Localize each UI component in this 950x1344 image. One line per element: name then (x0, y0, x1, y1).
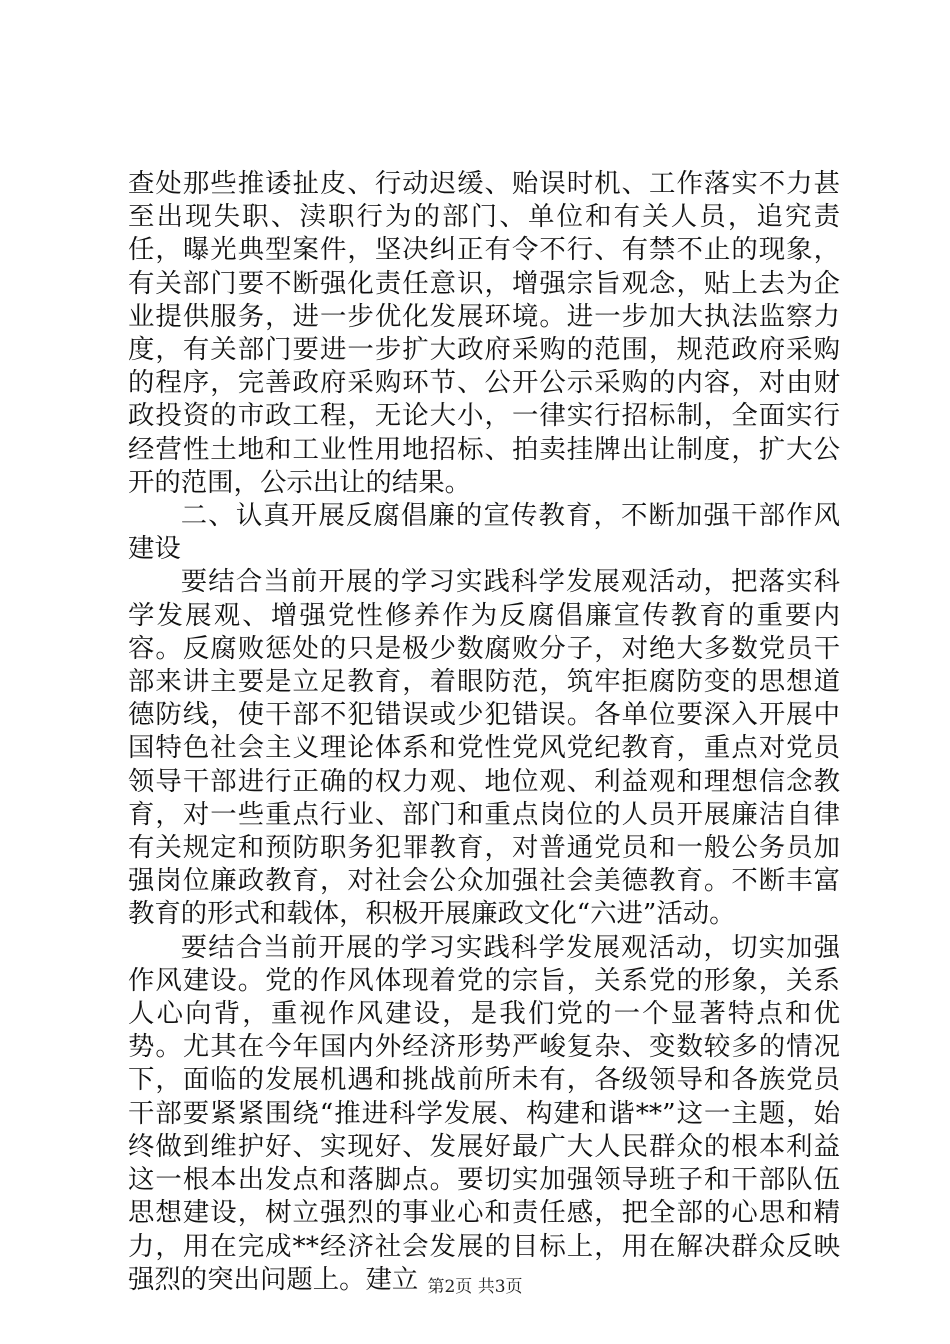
paragraph-work-style: 要结合当前开展的学习实践科学发展观活动，切实加强作风建设。党的作风体现着党的宗旨，关系党的形象，关系人心向背，重视作风建设，是我们党的一个显著特点和优势。尤其在今年国内外经济形势严峻复杂、变数较多的情况下，面临的发展机遇和挑战前所未有，各级领导和各族党员干部要紧紧围绕“推进科学发展、构建和谐**”这一主题，始终做到维护好、实现好、发展好最广大人民群众的根本利益这一根本出发点和落脚点。要切实加强领导班子和干部队伍思想建设，树立强烈的事业心和责任感，把全部的心思和精力，用在完成**经济社会发展的目标上，用在解决群众反映强烈的突出问题上。建立 (128, 931, 840, 1295)
document-body (128, 167, 840, 1296)
paragraph-education: 要结合当前开展的学习实践科学发展观活动，把落实科学发展观、增强党性修养作为反腐倡廉宣传教育的重要内容。反腐败惩处的只是极少数腐败分子，对绝大多数党员干部来讲主要是立足教育，着眼防范，筑牢拒腐防变的思想道德防线，使干部不犯错误或少犯错误。各单位要深入开展中国特色社会主义理论体系和党性党风党纪教育，重点对党员领导干部进行正确的权力观、地位观、利益观和理想信念教育，对一些重点行业、部门和重点岗位的人员开展廉洁自律有关规定和预防职务犯罪教育，对普通党员和一般公务员加强岗位廉政教育，对社会公众加强社会美德教育。不断丰富教育的形式和载体，积极开展廉政文化“六进”活动。 (128, 566, 840, 930)
page-number-footer: 第2页 共3页 (427, 1277, 523, 1297)
section-heading: 二、认真开展反腐倡廉的宣传教育，不断加强干部作风建设 (128, 500, 840, 565)
paragraph-continuation: 查处那些推诿扯皮、行动迟缓、贻误时机、工作落实不力甚至出现失职、渎职行为的部门、单位和有关人员，追究责任，曝光典型案件，坚决纠正有令不行、有禁不止的现象，有关部门要不断强化责任意识，增强宗旨观念，贴上去为企业提供服务，进一步优化发展环境。进一步加大执法监察力度，有关部门要进一步扩大政府采购的范围，规范政府采购的程序，完善政府采购环节、公开公示采购的内容，对由财政投资的市政工程，无论大小，一律实行招标制，全面实行经营性土地和工业性用地招标、拍卖挂牌出让制度，扩大公开的范围，公示出让的结果。 (128, 168, 840, 498)
